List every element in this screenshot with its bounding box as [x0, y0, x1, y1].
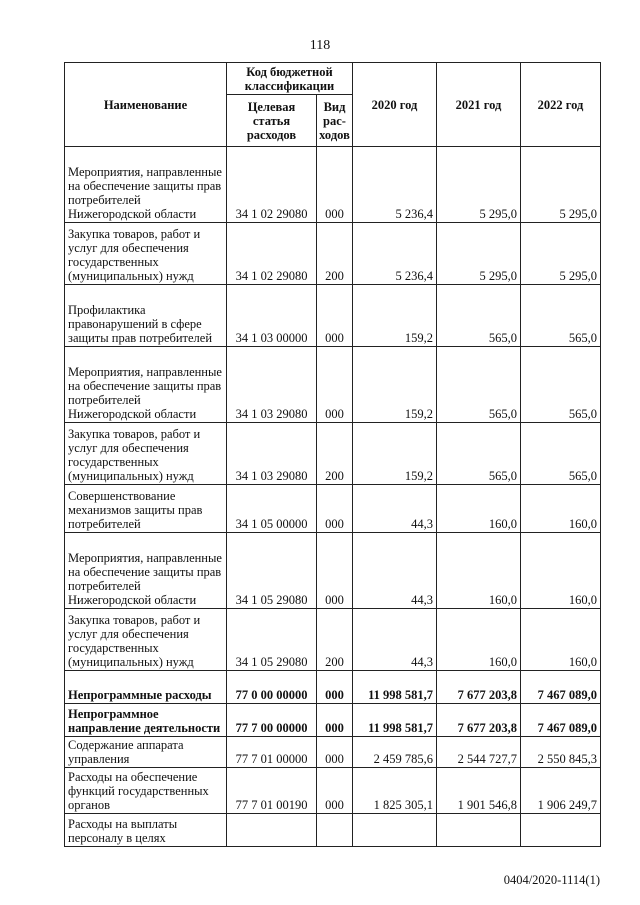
row-2021: 160,0 — [437, 485, 521, 533]
row-name: Мероприятия, направленные на обеспечение защиты прав потребителей Нижегородской области — [65, 147, 227, 223]
row-vid: 000 — [317, 347, 353, 423]
row-2021: 7 677 203,8 — [437, 671, 521, 704]
table-row — [65, 223, 601, 285]
row-2021: 565,0 — [437, 347, 521, 423]
row-2021: 5 295,0 — [437, 223, 521, 285]
row-name: Закупка товаров, работ и услуг для обеспечения государственных (муниципальных) нужд — [65, 423, 227, 485]
row-2020: 159,2 — [353, 285, 437, 347]
row-vid: 200 — [317, 609, 353, 671]
row-2020: 5 236,4 — [353, 223, 437, 285]
row-name: Совершенствование механизмов защиты прав потребителей — [65, 485, 227, 533]
row-target-code: 34 1 02 29080 — [227, 147, 317, 223]
row-2020: 159,2 — [353, 347, 437, 423]
row-name: Содержание аппарата управления — [65, 737, 227, 768]
row-2021: 2 544 727,7 — [437, 737, 521, 768]
row-2022: 160,0 — [521, 485, 601, 533]
row-vid: 000 — [317, 768, 353, 814]
row-target-code: 77 0 00 00000 — [227, 671, 317, 704]
table-row — [65, 671, 601, 704]
table-row — [65, 768, 601, 814]
row-target-code — [227, 814, 317, 847]
row-2021: 1 901 546,8 — [437, 768, 521, 814]
row-vid: 000 — [317, 737, 353, 768]
table-row — [65, 737, 601, 768]
row-2021: 565,0 — [437, 423, 521, 485]
row-vid: 200 — [317, 423, 353, 485]
row-target-code: 34 1 03 29080 — [227, 347, 317, 423]
row-2020: 44,3 — [353, 485, 437, 533]
header-target: Целевая статья расходов — [227, 95, 317, 147]
table-row — [65, 533, 601, 609]
row-target-code: 34 1 05 29080 — [227, 533, 317, 609]
row-2020 — [353, 814, 437, 847]
row-vid: 000 — [317, 533, 353, 609]
table-row — [65, 285, 601, 347]
row-2022: 1 906 249,7 — [521, 768, 601, 814]
row-vid: 000 — [317, 147, 353, 223]
row-vid: 000 — [317, 704, 353, 737]
header-2022: 2022 год — [521, 63, 601, 147]
row-name: Профилактика правонарушений в сфере защиты прав потребителей — [65, 285, 227, 347]
row-vid: 200 — [317, 223, 353, 285]
header-vid: Вид рас-ходов — [317, 95, 353, 147]
row-2020: 44,3 — [353, 533, 437, 609]
row-2022 — [521, 814, 601, 847]
header-name: Наименование — [65, 63, 227, 147]
header-2020: 2020 год — [353, 63, 437, 147]
row-2022: 5 295,0 — [521, 223, 601, 285]
header-2021: 2021 год — [437, 63, 521, 147]
row-2020: 1 825 305,1 — [353, 768, 437, 814]
table-row — [65, 485, 601, 533]
budget-table — [64, 62, 601, 847]
row-2022: 2 550 845,3 — [521, 737, 601, 768]
row-name: Непрограммные расходы — [65, 671, 227, 704]
table-row — [65, 147, 601, 223]
row-target-code: 34 1 02 29080 — [227, 223, 317, 285]
row-vid: 000 — [317, 671, 353, 704]
row-2021 — [437, 814, 521, 847]
row-name: Закупка товаров, работ и услуг для обеспечения государственных (муниципальных) нужд — [65, 223, 227, 285]
table-row — [65, 423, 601, 485]
row-target-code: 34 1 03 00000 — [227, 285, 317, 347]
row-2020: 11 998 581,7 — [353, 704, 437, 737]
row-name: Закупка товаров, работ и услуг для обеспечения государственных (муниципальных) нужд — [65, 609, 227, 671]
row-vid: 000 — [317, 485, 353, 533]
row-name: Расходы на обеспечение функций государственных органов — [65, 768, 227, 814]
header-kbk: Код бюджетной классификации — [227, 63, 353, 95]
page-number: 118 — [309, 38, 331, 53]
row-2020: 159,2 — [353, 423, 437, 485]
row-2020: 44,3 — [353, 609, 437, 671]
row-2021: 7 677 203,8 — [437, 704, 521, 737]
row-2022: 565,0 — [521, 423, 601, 485]
row-name: Непрограммное направление деятельности — [65, 704, 227, 737]
row-2022: 7 467 089,0 — [521, 704, 601, 737]
table-row — [65, 347, 601, 423]
row-2021: 5 295,0 — [437, 147, 521, 223]
row-2021: 160,0 — [437, 533, 521, 609]
row-2021: 565,0 — [437, 285, 521, 347]
row-2020: 5 236,4 — [353, 147, 437, 223]
row-target-code: 34 1 05 29080 — [227, 609, 317, 671]
row-target-code: 34 1 05 00000 — [227, 485, 317, 533]
row-2022: 160,0 — [521, 533, 601, 609]
row-2020: 2 459 785,6 — [353, 737, 437, 768]
row-2022: 565,0 — [521, 347, 601, 423]
row-2022: 7 467 089,0 — [521, 671, 601, 704]
row-target-code: 77 7 00 00000 — [227, 704, 317, 737]
row-2021: 160,0 — [437, 609, 521, 671]
row-vid: 000 — [317, 285, 353, 347]
row-target-code: 34 1 03 29080 — [227, 423, 317, 485]
row-target-code: 77 7 01 00190 — [227, 768, 317, 814]
table-row — [65, 704, 601, 737]
row-2022: 160,0 — [521, 609, 601, 671]
row-vid — [317, 814, 353, 847]
row-name: Мероприятия, направленные на обеспечение защиты прав потребителей Нижегородской области — [65, 347, 227, 423]
document-code: 0404/2020-1114(1) — [503, 873, 600, 887]
row-name: Расходы на выплаты персоналу в целях — [65, 814, 227, 847]
row-2022: 565,0 — [521, 285, 601, 347]
row-2022: 5 295,0 — [521, 147, 601, 223]
table-row — [65, 814, 601, 847]
row-2020: 11 998 581,7 — [353, 671, 437, 704]
row-name: Мероприятия, направленные на обеспечение защиты прав потребителей Нижегородской области — [65, 533, 227, 609]
table-row — [65, 609, 601, 671]
row-target-code: 77 7 01 00000 — [227, 737, 317, 768]
